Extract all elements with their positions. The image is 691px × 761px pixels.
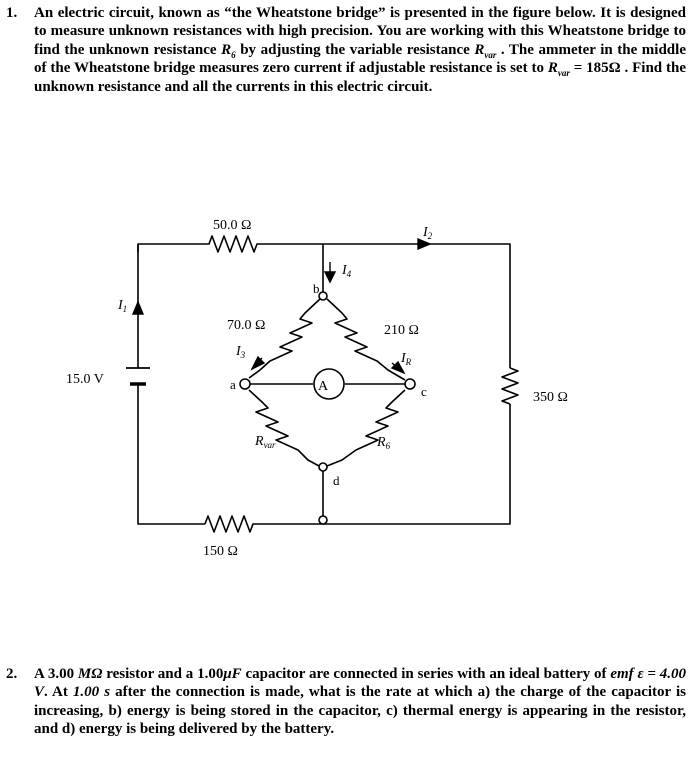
p2-c-value: 1.00: [197, 666, 224, 682]
node-a: [240, 379, 250, 389]
p2-time: 1.00 s: [72, 684, 111, 701]
resistor-rvar: [249, 390, 319, 466]
p1-text-b: by adjusting the variable resistance: [235, 41, 475, 58]
p1-r6-symbol: R: [221, 41, 232, 58]
p1-text-d: . Find the unknown resistance and all the currents in this electric circuit.: [34, 60, 687, 95]
p2-r-unit: MΩ: [77, 666, 103, 682]
label-r6: $R_6$: [377, 435, 391, 451]
problem-2-text: [34, 665, 686, 739]
label-r-right-up: 210 Ω: [384, 323, 419, 338]
label-emf: 15.0 V: [66, 372, 104, 387]
p1-r6-sub: 6: [231, 49, 236, 60]
label-r-350: 350 Ω: [533, 390, 568, 405]
node-bottom: [319, 516, 327, 524]
p2-text-b: resistor and a: [102, 666, 198, 682]
p1-rvar2-sub: var: [557, 68, 570, 79]
p2-emf-word: emf: [610, 666, 634, 682]
p2-emf-expr: ε = 4.00 V: [34, 666, 687, 701]
label-i3: $I_3$: [236, 344, 246, 360]
left-lower-wire: [138, 384, 205, 524]
current-i4-arrow-icon: [325, 272, 335, 282]
label-node-b: b: [313, 281, 320, 296]
label-i2: $I_2$: [423, 225, 433, 241]
node-d: [319, 463, 327, 471]
problem-2-number: 2.: [6, 666, 18, 682]
p1-value-expr: = 185Ω: [569, 60, 621, 77]
p1-rvar-symbol: R: [474, 41, 485, 58]
label-i4: $I_4$: [342, 263, 352, 279]
label-ir: $I_R$: [401, 351, 412, 367]
node-c: [405, 379, 415, 389]
p2-text-a: A: [34, 666, 48, 682]
bottom-wire-with-150-ohm-resistor: [205, 404, 510, 532]
p1-rvar2-symbol: R: [547, 60, 558, 77]
problem-2: [6, 665, 686, 739]
p1-text-a: An electric circuit, known as “the Wheatstone bridge” is presented in the figure below. It is designed to measure unknown resistances with high precision. You are working with this Wheatstone bridge to find the unknown resistance: [34, 5, 686, 58]
resistor-r6: [327, 390, 405, 466]
p1-rvar-sub: var: [484, 49, 497, 60]
p1-text-c: . The ammeter in the middle of the Wheatstone bridge measures zero current if adjustable resistance is set to: [34, 41, 686, 77]
current-i1-arrow-icon: [133, 302, 143, 314]
label-node-d: d: [333, 473, 340, 488]
resistor-70-ohm: [249, 299, 320, 378]
p2-text-c: capacitor are connected in series with an ideal battery of: [241, 666, 611, 682]
label-r-bottom: 150 Ω: [203, 544, 238, 559]
resistor-350-ohm: [502, 368, 518, 404]
p2-r-value: 3.00: [47, 666, 75, 682]
top-wire-with-50-ohm-resistor: [138, 236, 510, 368]
p2-text-d: . At: [44, 684, 73, 701]
p2-text-e: after the connection is made, what is the rate at which a) the charge of the capacitor is increasing, b) energy is being stored in the capacitor, c) thermal energy is appearing in the resistor, and d) energy is being delivered by the battery.: [34, 684, 686, 738]
node-b: [319, 292, 327, 300]
label-r-top: 50.0 Ω: [213, 218, 252, 233]
label-i1: $I_1$: [118, 298, 128, 314]
battery-symbol: [126, 368, 150, 384]
label-rvar: $R_{var}$: [255, 434, 276, 450]
ammeter-label: A: [317, 379, 329, 394]
p2-c-unit: μF: [223, 666, 242, 682]
label-r-left-up: 70.0 Ω: [227, 318, 266, 333]
label-node-a: a: [230, 377, 236, 392]
label-node-c: c: [421, 384, 427, 399]
problem-1-number: 1.: [6, 5, 18, 21]
